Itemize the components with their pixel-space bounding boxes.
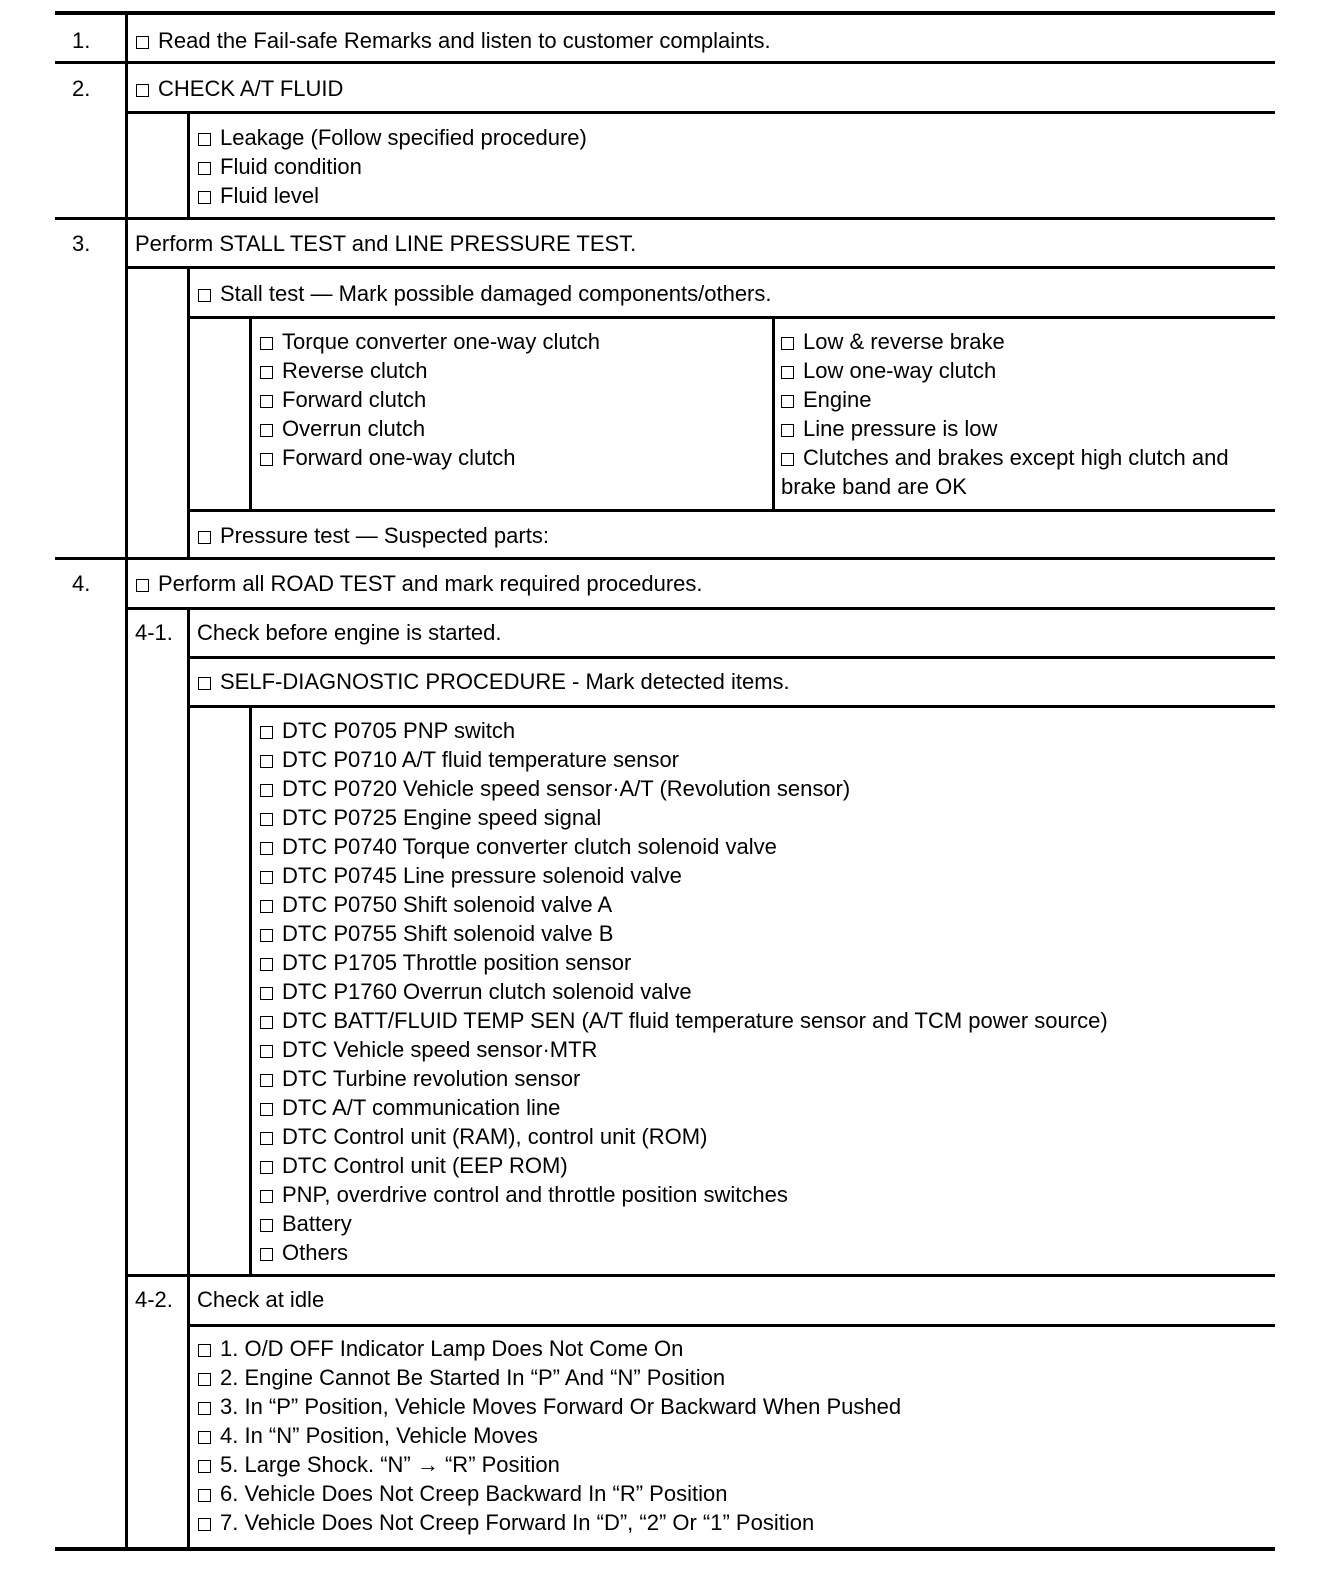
- list-item: [260, 385, 600, 414]
- item-label: Pressure test — Suspected parts:: [220, 523, 549, 548]
- checkbox-icon[interactable]: [260, 1074, 273, 1087]
- checkbox-icon[interactable]: [260, 424, 273, 437]
- item-label: DTC P0720 Vehicle speed sensor·A/T (Revolution sensor): [282, 776, 851, 801]
- checkbox-icon[interactable]: [260, 366, 273, 379]
- checkbox-icon[interactable]: [260, 900, 273, 913]
- item-label: 1. O/D OFF Indicator Lamp Does Not Come On: [220, 1336, 684, 1361]
- item-label: Read the Fail-safe Remarks and listen to customer complaints.: [158, 28, 771, 53]
- dtc-list: [260, 716, 1108, 1267]
- step-1-item: [136, 26, 771, 55]
- item-label: 6. Vehicle Does Not Creep Backward In “R” Position: [220, 1481, 728, 1506]
- row-divider: [188, 705, 1275, 708]
- checkbox-icon[interactable]: [198, 133, 211, 146]
- item-label: DTC P0745 Line pressure solenoid valve: [282, 863, 682, 888]
- item-label: 3. In “P” Position, Vehicle Moves Forward Or Backward When Pushed: [220, 1394, 902, 1419]
- item-label: CHECK A/T FLUID: [158, 76, 344, 101]
- checkbox-icon[interactable]: [260, 1190, 273, 1203]
- list-item: [260, 1151, 1108, 1180]
- checkbox-icon[interactable]: [198, 191, 211, 204]
- list-item: [198, 1450, 901, 1479]
- list-item: [781, 356, 1271, 385]
- list-item: [198, 1479, 901, 1508]
- item-label: Forward clutch: [282, 387, 427, 412]
- step-number: 1.: [72, 28, 91, 53]
- item-label: Leakage (Follow specified procedure): [220, 125, 587, 150]
- row-divider: [126, 607, 1275, 610]
- step-number: 2.: [72, 76, 91, 101]
- row-divider: [188, 316, 1275, 319]
- list-item: [260, 1238, 1108, 1267]
- checkbox-icon[interactable]: [781, 424, 794, 437]
- row-divider: [188, 1324, 1275, 1327]
- list-item: [260, 977, 1108, 1006]
- list-item: [198, 1421, 901, 1450]
- checkbox-icon[interactable]: [260, 842, 273, 855]
- list-item: [260, 1209, 1108, 1238]
- checkbox-icon[interactable]: [260, 1103, 273, 1116]
- checkbox-icon[interactable]: [198, 1373, 211, 1386]
- item-label: DTC Vehicle speed sensor·MTR: [282, 1037, 598, 1062]
- item-label: DTC Turbine revolution sensor: [282, 1066, 581, 1091]
- substep-title: Check at idle: [197, 1287, 325, 1312]
- list-item: [260, 832, 1108, 861]
- item-label: Others: [282, 1240, 349, 1265]
- item-label: 7. Vehicle Does Not Creep Forward In “D”, “2” Or “1” Position: [220, 1510, 815, 1535]
- list-item: [260, 948, 1108, 977]
- step-number: 4.: [72, 571, 91, 596]
- item-label: SELF-DIAGNOSTIC PROCEDURE - Mark detected items.: [220, 669, 790, 694]
- item-label: DTC P0740 Torque converter clutch solenoid valve: [282, 834, 777, 859]
- list-item: [781, 385, 1271, 414]
- list-item: [781, 414, 1271, 443]
- list-item: [260, 861, 1108, 890]
- list-item: [260, 745, 1108, 774]
- self-diagnostic-item: [198, 667, 790, 696]
- checkbox-icon[interactable]: [260, 453, 273, 466]
- row-divider: [126, 266, 1275, 269]
- checkbox-icon[interactable]: [260, 958, 273, 971]
- item-label: Engine: [803, 387, 872, 412]
- list-item: [260, 327, 600, 356]
- column-divider: [187, 608, 190, 1549]
- list-item: [198, 1334, 901, 1363]
- substep-number: 4-2.: [135, 1287, 173, 1312]
- stall-test-item: [198, 279, 772, 308]
- item-label: DTC P1705 Throttle position sensor: [282, 950, 632, 975]
- checkbox-icon[interactable]: [198, 677, 211, 690]
- item-label: PNP, overdrive control and throttle position switches: [282, 1182, 788, 1207]
- checkbox-icon[interactable]: [260, 1045, 273, 1058]
- column-divider: [772, 317, 775, 510]
- column-divider: [125, 12, 128, 1549]
- item-label: Stall test — Mark possible damaged components/others.: [220, 281, 772, 306]
- checkbox-icon[interactable]: [198, 162, 211, 175]
- checkbox-icon[interactable]: [260, 813, 273, 826]
- list-item: [260, 443, 600, 472]
- checkbox-icon[interactable]: [198, 1402, 211, 1415]
- row-divider: [55, 217, 1275, 220]
- list-item: [260, 1093, 1108, 1122]
- item-label: Torque converter one-way clutch: [282, 329, 600, 354]
- item-label: 5. Large Shock. “N” → “R” Position: [220, 1452, 560, 1477]
- list-item: [198, 181, 587, 210]
- checkbox-icon[interactable]: [781, 395, 794, 408]
- idle-check-list: [198, 1334, 901, 1537]
- list-item: [260, 356, 600, 385]
- checkbox-icon[interactable]: [260, 987, 273, 1000]
- list-item: [781, 327, 1271, 356]
- item-label: 2. Engine Cannot Be Started In “P” And “N” Position: [220, 1365, 726, 1390]
- checkbox-icon[interactable]: [260, 1161, 273, 1174]
- row-divider: [55, 61, 1275, 64]
- checkbox-icon[interactable]: [198, 289, 211, 302]
- stall-components-left: [260, 327, 600, 472]
- item-label: Battery: [282, 1211, 352, 1236]
- step-2-header: [136, 74, 343, 103]
- item-label: DTC P0725 Engine speed signal: [282, 805, 602, 830]
- checkbox-icon[interactable]: [260, 1248, 273, 1261]
- checkbox-icon[interactable]: [136, 84, 149, 97]
- item-label: 4. In “N” Position, Vehicle Moves: [220, 1423, 538, 1448]
- checkbox-icon[interactable]: [260, 871, 273, 884]
- list-item: [260, 716, 1108, 745]
- column-divider: [249, 706, 252, 1275]
- checkbox-icon[interactable]: [260, 755, 273, 768]
- list-item: [260, 1064, 1108, 1093]
- table-top-border: [55, 11, 1275, 15]
- stall-components-right-list: [781, 327, 1271, 443]
- item-label: Fluid level: [220, 183, 320, 208]
- checkbox-icon[interactable]: [136, 36, 149, 49]
- item-label: Reverse clutch: [282, 358, 428, 383]
- item-label: Low & reverse brake: [803, 329, 1005, 354]
- list-item: [260, 1006, 1108, 1035]
- item-label: DTC P0710 A/T fluid temperature sensor: [282, 747, 680, 772]
- list-item: [260, 1180, 1108, 1209]
- item-label: DTC P0705 PNP switch: [282, 718, 516, 743]
- checkbox-icon[interactable]: [781, 337, 794, 350]
- step-4-header: [136, 569, 703, 598]
- item-label: Line pressure is low: [803, 416, 998, 441]
- row-divider: [188, 509, 1275, 512]
- checkbox-icon[interactable]: [781, 453, 794, 466]
- item-label: Clutches and brakes except high clutch and brake band are OK: [781, 445, 1229, 499]
- fluid-check-list: [198, 123, 587, 210]
- item-label: Low one-way clutch: [803, 358, 997, 383]
- column-divider: [249, 317, 252, 510]
- table-bottom-border: [55, 1547, 1275, 1551]
- checkbox-icon[interactable]: [198, 1518, 211, 1531]
- row-divider: [126, 1274, 1275, 1277]
- item-label: DTC Control unit (EEP ROM): [282, 1153, 568, 1178]
- list-item: [198, 1508, 901, 1537]
- column-divider: [187, 267, 190, 558]
- item-label: Fluid condition: [220, 154, 362, 179]
- row-divider: [188, 656, 1275, 659]
- list-item: [260, 774, 1108, 803]
- checkbox-icon[interactable]: [260, 1016, 273, 1029]
- checkbox-icon[interactable]: [198, 1489, 211, 1502]
- item-label: Overrun clutch: [282, 416, 426, 441]
- list-item: [260, 1035, 1108, 1064]
- item-label: DTC BATT/FLUID TEMP SEN (A/T fluid temperature sensor and TCM power source): [282, 1008, 1108, 1033]
- item-label: DTC Control unit (RAM), control unit (ROM): [282, 1124, 708, 1149]
- row-divider: [55, 557, 1275, 560]
- item-label: Forward one-way clutch: [282, 445, 516, 470]
- list-item: [260, 919, 1108, 948]
- stall-components-right: [781, 327, 1271, 501]
- list-item: [260, 890, 1108, 919]
- item-label: DTC P1760 Overrun clutch solenoid valve: [282, 979, 692, 1004]
- row-divider: [126, 111, 1275, 114]
- checkbox-icon[interactable]: [260, 1219, 273, 1232]
- checkbox-icon[interactable]: [198, 1344, 211, 1357]
- item-label: Perform all ROAD TEST and mark required procedures.: [158, 571, 703, 596]
- step-3-header: Perform STALL TEST and LINE PRESSURE TEST.: [135, 231, 637, 256]
- checkbox-icon[interactable]: [198, 1431, 211, 1444]
- checkbox-icon[interactable]: [781, 366, 794, 379]
- substep-title: Check before engine is started.: [197, 620, 502, 645]
- item-label: DTC A/T communication line: [282, 1095, 561, 1120]
- checkbox-icon[interactable]: [136, 579, 149, 592]
- checkbox-icon[interactable]: [198, 531, 211, 544]
- list-item: [260, 414, 600, 443]
- checkbox-icon[interactable]: [260, 929, 273, 942]
- list-item: [198, 1392, 901, 1421]
- checkbox-icon[interactable]: [198, 1460, 211, 1473]
- pressure-test-item: [198, 521, 549, 550]
- checkbox-icon[interactable]: [260, 1132, 273, 1145]
- substep-number: 4-1.: [135, 620, 173, 645]
- list-item: [198, 123, 587, 152]
- checkbox-icon[interactable]: [260, 337, 273, 350]
- checkbox-icon[interactable]: [260, 395, 273, 408]
- checkbox-icon[interactable]: [260, 784, 273, 797]
- item-label: DTC P0755 Shift solenoid valve B: [282, 921, 614, 946]
- list-item: [260, 803, 1108, 832]
- checkbox-icon[interactable]: [260, 726, 273, 739]
- step-number: 3.: [72, 231, 91, 256]
- list-item: [260, 1122, 1108, 1151]
- list-item: [781, 443, 1271, 501]
- column-divider: [187, 112, 190, 218]
- list-item: [198, 1363, 901, 1392]
- list-item: [198, 152, 587, 181]
- item-label: DTC P0750 Shift solenoid valve A: [282, 892, 613, 917]
